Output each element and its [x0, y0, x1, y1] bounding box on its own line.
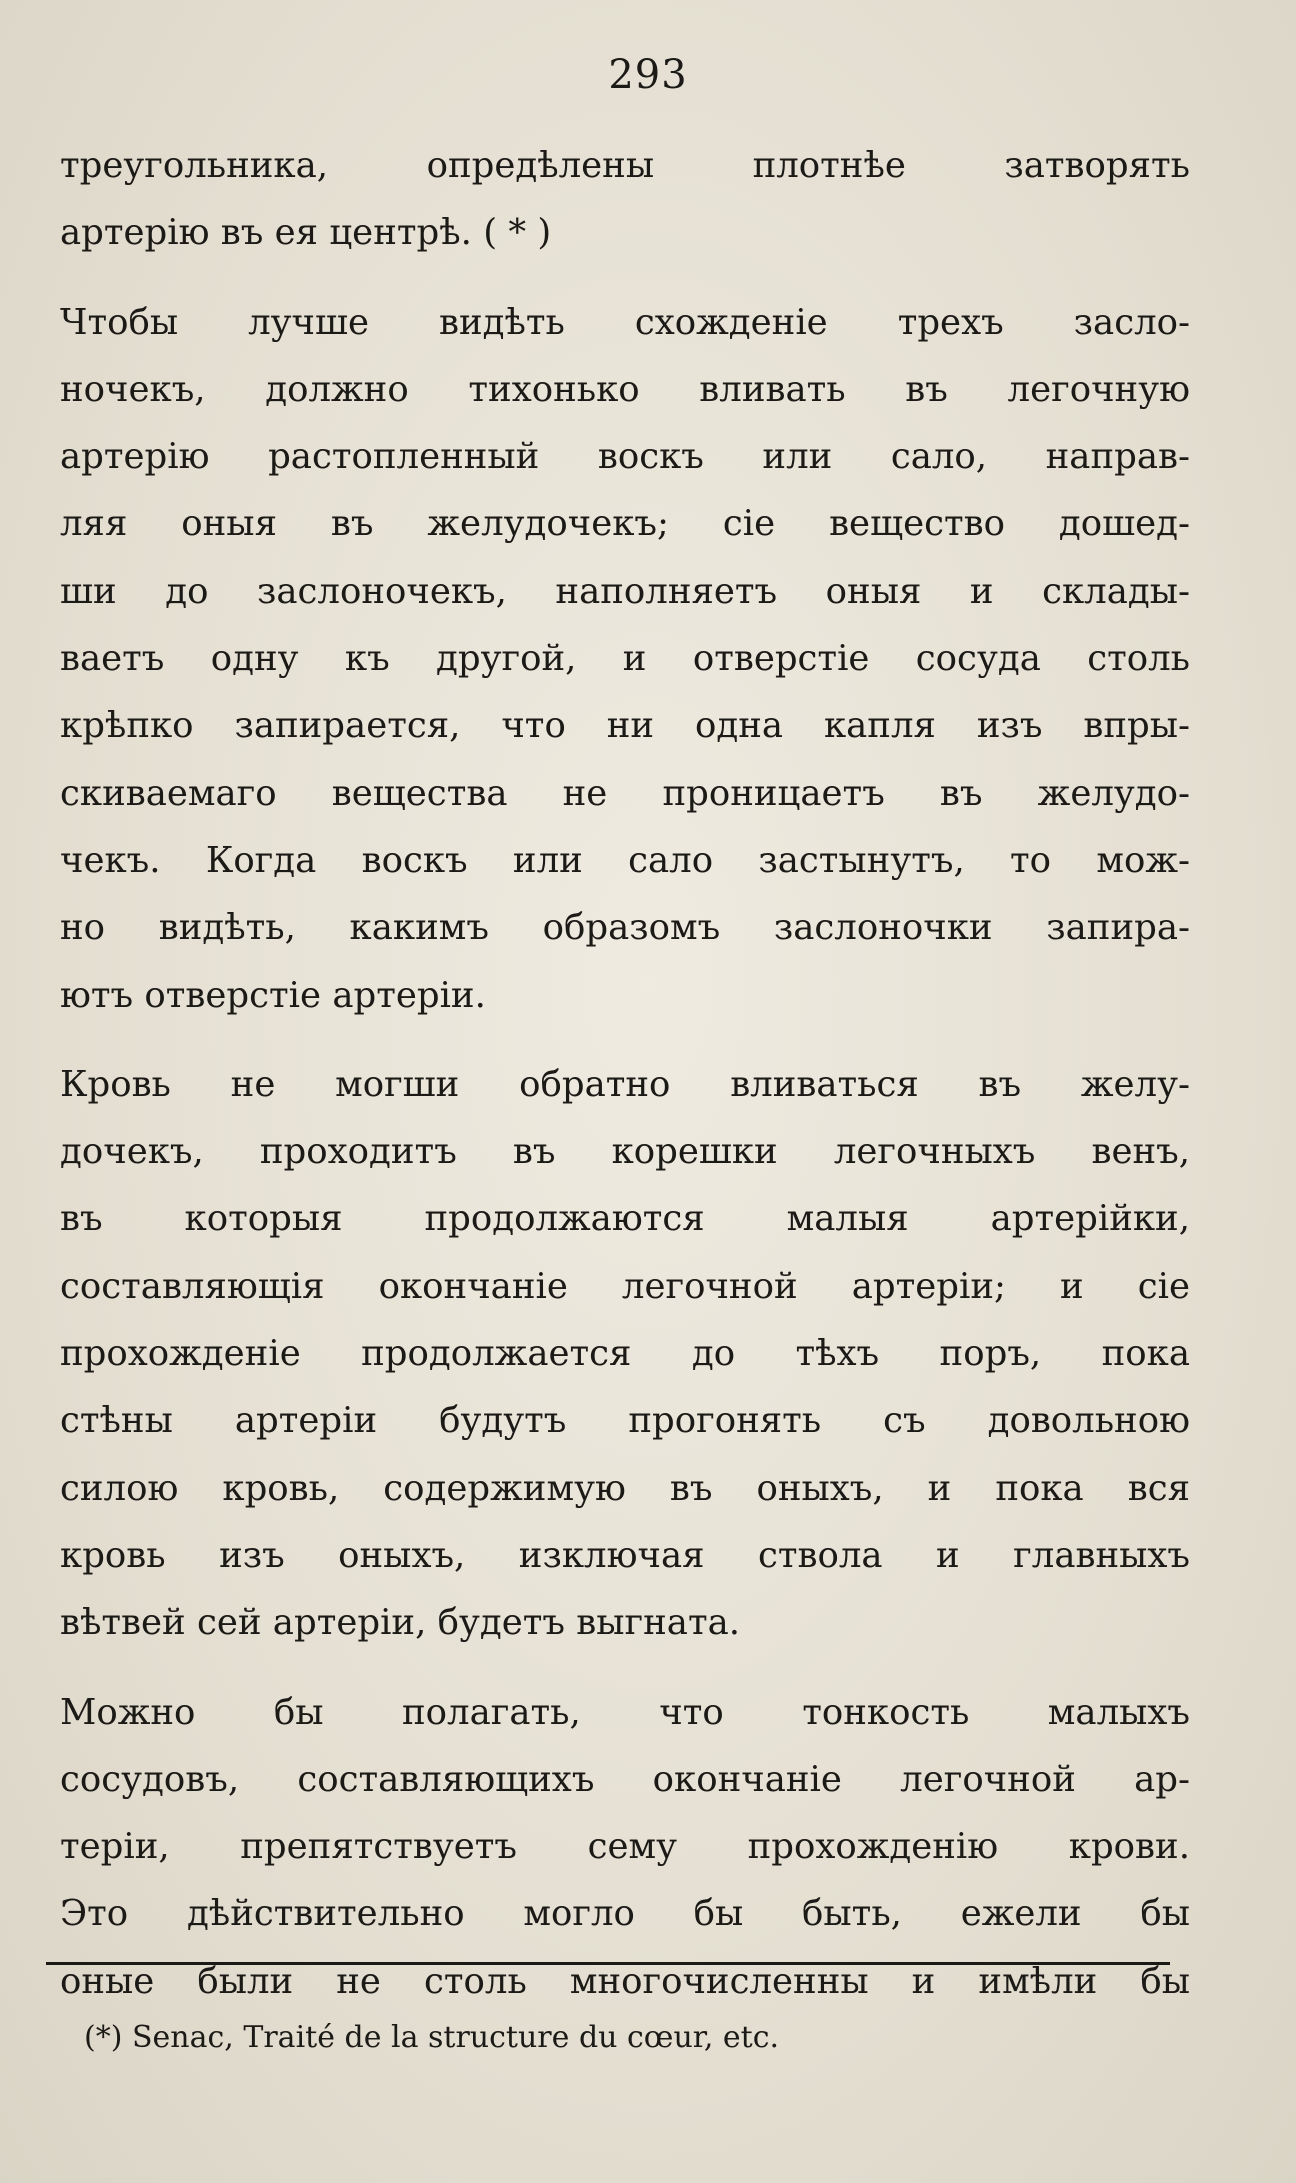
text-line: ваетъ одну къ другой, и отверстіе сосуда столь [60, 638, 1190, 680]
page-number: 293 [608, 52, 688, 98]
text-line: Кровь не могши обратно вливаться въ желу- [60, 1063, 1190, 1105]
paragraph-gap [60, 1029, 1190, 1051]
text-line: стѣны артеріи будутъ прогонять съ довольною [60, 1400, 1190, 1442]
footnote: (*) Senac, Traité de la structure du cœur, etc. [84, 2020, 780, 2055]
text-line: но видѣть, какимъ образомъ заслоночки запира- [60, 907, 1190, 949]
text-line: артерію растопленный воскъ или сало, направ- [60, 436, 1190, 478]
text-line: Чтобы лучше видѣть схожденіе трехъ засло- [60, 301, 1190, 343]
paragraph-gap [60, 1657, 1190, 1679]
text-line: прохожденіе продолжается до тѣхъ поръ, пока [60, 1333, 1190, 1375]
text-line: оные были не столь многочисленны и имѣли бы [60, 1960, 1190, 2002]
text-line: силою кровь, содержимую въ оныхъ, и пока вся [60, 1467, 1190, 1509]
text-line: Это дѣйствительно могло бы быть, ежели бы [60, 1893, 1190, 1935]
text-line: артерію въ ея центрѣ. ( * ) [60, 212, 552, 254]
paragraph-gap [60, 267, 1190, 289]
body-text [60, 132, 1190, 2015]
text-line: дочекъ, проходитъ въ корешки легочныхъ венъ, [60, 1131, 1190, 1173]
footnote-divider [46, 1962, 1170, 1965]
text-line: ночекъ, должно тихонько вливать въ легочную [60, 368, 1190, 410]
text-line: чекъ. Когда воскъ или сало застынутъ, то мож- [60, 839, 1190, 881]
text-line: скиваемаго вещества не проницаетъ въ желудо- [60, 772, 1190, 814]
text-line: вѣтвей сей артеріи, будетъ выгната. [60, 1602, 741, 1644]
text-line: ши до заслоночекъ, наполняетъ оныя и склады- [60, 570, 1190, 612]
text-line: въ которыя продолжаются малыя артерійки, [60, 1198, 1190, 1240]
text-line: ютъ отверстіе артеріи. [60, 974, 486, 1016]
text-line: составляющія окончаніе легочной артеріи; и сіе [60, 1265, 1190, 1307]
text-line: крѣпко запирается, что ни одна капля изъ впры- [60, 705, 1190, 747]
text-line: треугольника, опредѣлены плотнѣе затворять [60, 145, 1190, 186]
text-line: сосудовъ, составляющихъ окончаніе легочной ар- [60, 1758, 1190, 1800]
text-line: теріи, препятствуетъ сему прохожденію крови. [60, 1826, 1190, 1868]
text-line: кровь изъ оныхъ, изключая ствола и главныхъ [60, 1534, 1190, 1576]
text-line: ляя оныя въ желудочекъ; сіе вещество дошед- [60, 503, 1190, 545]
text-line: Можно бы полагать, что тонкость малыхъ [60, 1691, 1190, 1733]
